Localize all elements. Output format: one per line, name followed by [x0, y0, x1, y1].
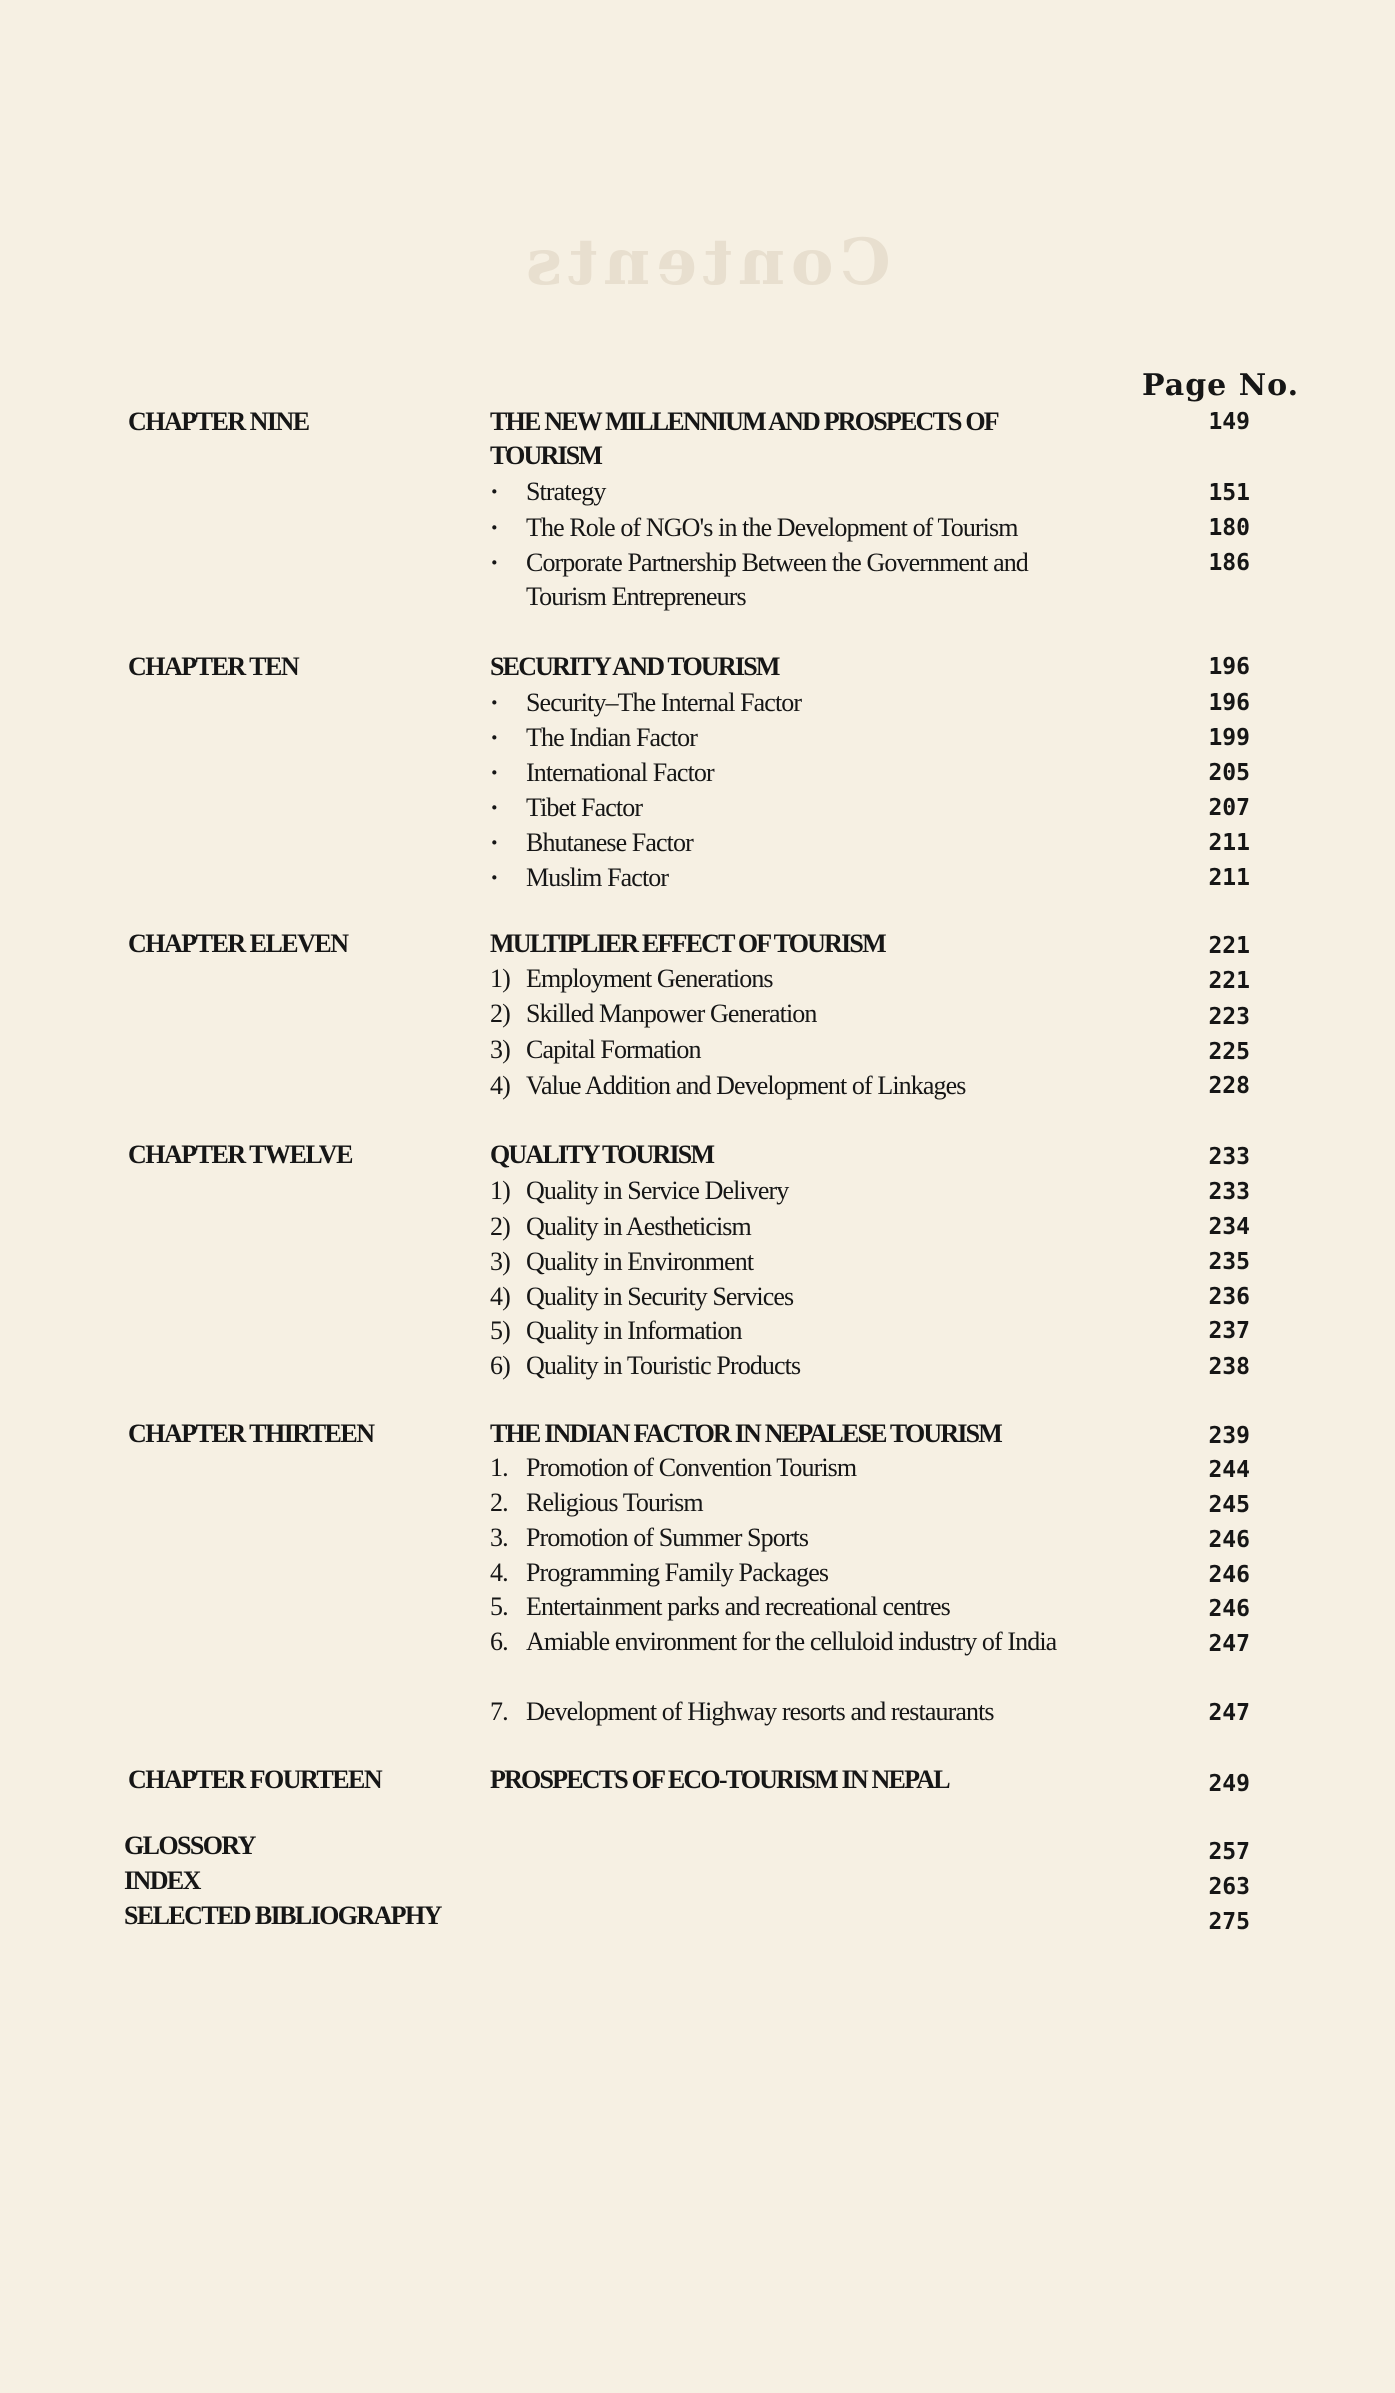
chapter-page-number: 233 — [1208, 1144, 1250, 1170]
back-matter-page-number: 275 — [1208, 1909, 1250, 1935]
bullet-marker: · — [490, 548, 498, 577]
section-entry — [490, 1174, 1190, 1208]
bullet-marker: · — [490, 688, 498, 717]
back-matter-label: GLOSSORY — [124, 1831, 255, 1860]
chapter-label: CHAPTER TEN — [128, 652, 299, 681]
chapter-label: CHAPTER TWELVE — [128, 1140, 352, 1169]
chapter-title: MULTIPLIER EFFECT OF TOURISM — [490, 929, 885, 958]
section-title: Quality in Service Delivery — [526, 1176, 789, 1205]
section-page-number: 235 — [1208, 1249, 1250, 1275]
section-title: Muslim Factor — [526, 863, 669, 892]
section-page-number: 233 — [1208, 1179, 1250, 1205]
section-title: Corporate Partnership Between the Government and Tourism Entrepreneurs — [526, 548, 1028, 611]
section-entry — [490, 1625, 1110, 1659]
section-title: Quality in Environment — [526, 1247, 754, 1276]
section-title: Bhutanese Factor — [526, 828, 693, 857]
chapter-page-number: 221 — [1208, 933, 1250, 959]
chapter-page-number: 249 — [1208, 1771, 1250, 1797]
section-entry — [490, 1069, 1190, 1103]
section-entry — [490, 962, 1190, 996]
section-entry — [490, 1521, 1190, 1555]
section-entry — [490, 1590, 1190, 1624]
section-title: Quality in Information — [526, 1316, 742, 1345]
item-number: 1) — [490, 964, 510, 993]
section-entry — [490, 546, 1050, 614]
back-matter-page-number: 263 — [1208, 1874, 1250, 1900]
section-title: Quality in Aestheticism — [526, 1212, 751, 1241]
chapter-page-number: 239 — [1208, 1423, 1250, 1449]
section-page-number: 211 — [1208, 830, 1250, 856]
item-number: 2) — [490, 1212, 510, 1241]
section-entry — [490, 1556, 1190, 1590]
section-title: Quality in Security Services — [526, 1282, 794, 1311]
section-entry — [490, 997, 1190, 1031]
section-entry — [490, 1245, 1190, 1279]
section-title: Promotion of Summer Sports — [526, 1523, 809, 1552]
section-entry — [490, 1033, 1190, 1067]
section-page-number: 151 — [1208, 480, 1250, 506]
section-page-number: 221 — [1208, 968, 1250, 994]
item-number: 5) — [490, 1316, 510, 1345]
section-page-number: 244 — [1208, 1457, 1250, 1483]
chapter-label: CHAPTER NINE — [128, 407, 309, 436]
chapter-label: CHAPTER ELEVEN — [128, 929, 348, 958]
section-page-number: 245 — [1208, 1492, 1250, 1518]
section-page-number: 180 — [1208, 515, 1250, 541]
section-title: Quality in Touristic Products — [526, 1351, 801, 1380]
section-page-number: 223 — [1208, 1004, 1250, 1030]
section-entry — [490, 686, 1190, 720]
item-number: 6) — [490, 1351, 510, 1380]
item-number: 3) — [490, 1035, 510, 1064]
section-entry — [490, 475, 1190, 509]
chapter-page-number: 149 — [1208, 409, 1250, 435]
item-number: 1. — [490, 1453, 508, 1482]
chapter-label: CHAPTER THIRTEEN — [128, 1419, 374, 1448]
section-page-number: 199 — [1208, 725, 1250, 751]
section-page-number: 238 — [1208, 1354, 1250, 1380]
item-number: 4. — [490, 1558, 508, 1587]
chapter-page-number: 196 — [1208, 654, 1250, 680]
section-title: Promotion of Convention Tourism — [526, 1453, 857, 1482]
item-number: 5. — [490, 1592, 508, 1621]
section-page-number: 196 — [1208, 690, 1250, 716]
section-title: International Factor — [526, 758, 714, 787]
section-entry — [490, 1695, 1190, 1729]
section-title: The Indian Factor — [526, 723, 697, 752]
section-title: Tibet Factor — [526, 793, 643, 822]
section-title: Capital Formation — [526, 1035, 701, 1064]
section-page-number: 247 — [1208, 1700, 1250, 1726]
section-title: Strategy — [526, 477, 606, 506]
item-number: 6. — [490, 1627, 508, 1656]
section-page-number: 228 — [1208, 1073, 1250, 1099]
section-page-number: 246 — [1208, 1596, 1250, 1622]
item-number: 3) — [490, 1247, 510, 1276]
bullet-marker: · — [490, 758, 498, 787]
section-entry — [490, 1451, 1190, 1485]
section-entry — [490, 1210, 1190, 1244]
chapter-label: CHAPTER FOURTEEN — [128, 1765, 382, 1794]
item-number: 2) — [490, 999, 510, 1028]
section-page-number: 247 — [1208, 1631, 1250, 1657]
section-entry — [490, 826, 1190, 860]
back-matter-page-number: 257 — [1208, 1839, 1250, 1865]
section-title: The Role of NGO's in the Development of Tourism — [526, 513, 1018, 542]
bullet-marker: · — [490, 513, 498, 542]
item-number: 2. — [490, 1488, 508, 1517]
section-page-number: 211 — [1208, 865, 1250, 891]
section-page-number: 205 — [1208, 760, 1250, 786]
section-page-number: 236 — [1208, 1284, 1250, 1310]
back-matter-label: INDEX — [124, 1866, 200, 1895]
item-number: 4) — [490, 1282, 510, 1311]
section-page-number: 234 — [1208, 1214, 1250, 1240]
section-entry — [490, 791, 1190, 825]
bleed-through-title: Contents — [520, 225, 891, 300]
page-number-column-header: Page No. — [1142, 368, 1300, 403]
section-entry — [490, 1486, 1190, 1520]
section-title: Programming Family Packages — [526, 1558, 829, 1587]
section-title: Entertainment parks and recreational centres — [526, 1592, 950, 1621]
bullet-marker: · — [490, 863, 498, 892]
section-page-number: 237 — [1208, 1318, 1250, 1344]
section-title: Religious Tourism — [526, 1488, 703, 1517]
chapter-title: THE NEW MILLENNIUM AND PROSPECTS OF TOURISM — [490, 407, 997, 470]
section-page-number: 246 — [1208, 1527, 1250, 1553]
back-matter-label: SELECTED BIBLIOGRAPHY — [124, 1901, 441, 1930]
section-entry — [490, 721, 1190, 755]
bullet-marker: · — [490, 723, 498, 752]
section-title: Amiable environment for the celluloid industry of India — [526, 1627, 1057, 1656]
section-page-number: 186 — [1208, 550, 1250, 576]
section-entry — [490, 511, 1190, 545]
item-number: 7. — [490, 1697, 508, 1726]
chapter-title: QUALITY TOURISM — [490, 1140, 714, 1169]
section-entry — [490, 1349, 1190, 1383]
section-entry — [490, 1314, 1190, 1348]
section-page-number: 246 — [1208, 1562, 1250, 1588]
section-title: Security–The Internal Factor — [526, 688, 802, 717]
section-entry — [490, 1280, 1190, 1314]
chapter-title: SECURITY AND TOURISM — [490, 652, 779, 681]
section-title: Value Addition and Development of Linkages — [526, 1071, 966, 1100]
chapter-title: THE INDIAN FACTOR IN NEPALESE TOURISM — [490, 1419, 1002, 1448]
section-title: Skilled Manpower Generation — [526, 999, 817, 1028]
section-entry — [490, 756, 1190, 790]
section-entry — [490, 861, 1190, 895]
section-title: Development of Highway resorts and restaurants — [526, 1697, 994, 1726]
item-number: 4) — [490, 1071, 510, 1100]
section-page-number: 225 — [1208, 1039, 1250, 1065]
item-number: 1) — [490, 1176, 510, 1205]
item-number: 3. — [490, 1523, 508, 1552]
section-title: Employment Generations — [526, 964, 773, 993]
bullet-marker: · — [490, 477, 498, 506]
chapter-title: PROSPECTS OF ECO-TOURISM IN NEPAL — [490, 1765, 949, 1794]
bullet-marker: · — [490, 828, 498, 857]
section-page-number: 207 — [1208, 795, 1250, 821]
bullet-marker: · — [490, 793, 498, 822]
